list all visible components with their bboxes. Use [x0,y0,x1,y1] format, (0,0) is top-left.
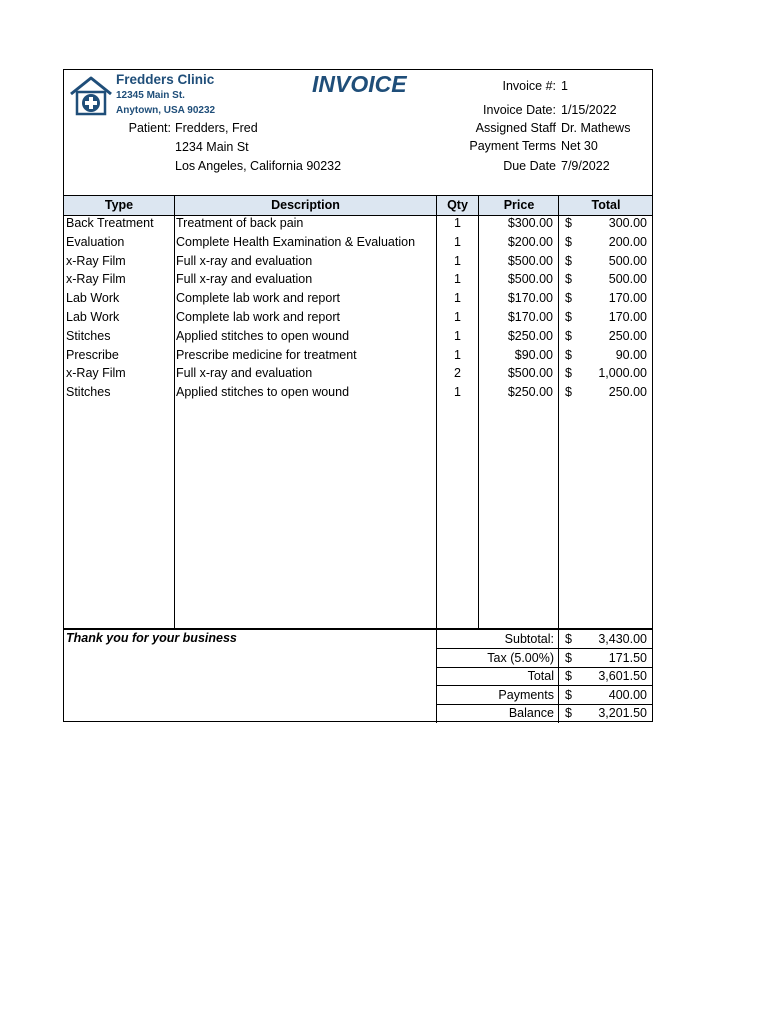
item-description: Applied stitches to open wound [176,385,350,400]
item-price: $500.00 [507,272,553,287]
table-row [64,270,652,289]
totals-label: Subtotal: [504,632,554,646]
table-row [64,308,652,327]
item-currency: $ [565,234,572,249]
invoice-title: INVOICE [312,71,407,97]
totals-row [437,630,652,649]
clinic-name: Fredders Clinic [116,72,215,87]
table-row [64,346,652,365]
item-total: 200.00 [608,234,647,249]
item-total: 250.00 [608,385,647,400]
item-description: Full x-ray and evaluation [176,366,313,381]
item-qty: 1 [454,291,461,306]
col-description: Description [271,198,340,212]
totals-label: Total [527,669,554,684]
item-type: Lab Work [66,310,120,324]
item-total: 90.00 [615,347,647,362]
item-total: 170.00 [608,291,647,306]
totals-currency: $ [565,650,572,665]
invoice-number-label: Invoice #: [502,79,556,93]
item-price: $250.00 [507,385,553,400]
totals-label: Tax (5.00%) [487,650,554,665]
totals-currency: $ [565,687,572,702]
assigned-staff-label: Assigned Staff [475,121,556,135]
item-qty: 1 [454,328,461,343]
item-type: Prescribe [66,347,119,362]
item-description: Complete Health Examination & Evaluation [176,234,416,249]
table-row [64,233,652,252]
totals-row [437,704,652,722]
col-price: Price [503,198,535,212]
totals-currency: $ [565,669,572,684]
item-currency: $ [565,328,572,343]
totals-value: 3,201.50 [598,706,647,721]
item-qty: 1 [454,385,461,400]
totals-value: 3,601.50 [598,669,647,684]
totals-row [437,667,652,686]
item-type: Evaluation [66,234,125,249]
item-currency: $ [565,216,572,230]
table-header [64,195,652,216]
invoice-number: 1 [561,79,568,93]
item-type: x-Ray Film [66,366,126,381]
item-total: 300.00 [608,216,647,230]
patient-address1: 1234 Main St [175,140,249,154]
patient-label: Patient: [128,121,171,135]
item-qty: 1 [454,253,461,268]
item-qty: 1 [454,272,461,287]
clinic-house-cross-icon [68,74,114,118]
item-description: Complete lab work and report [176,310,340,324]
item-description: Applied stitches to open wound [176,328,350,343]
item-description: Complete lab work and report [176,291,340,306]
item-currency: $ [565,291,572,306]
invoice-date: 1/15/2022 [561,103,617,117]
item-qty: 1 [454,216,461,230]
totals-value: 171.50 [608,650,647,665]
item-description: Full x-ray and evaluation [176,253,313,268]
item-qty: 1 [454,347,461,362]
item-price: $90.00 [514,347,553,362]
item-price: $500.00 [507,253,553,268]
totals-value: 400.00 [608,687,647,702]
item-price: $170.00 [507,310,553,324]
table-row [64,214,652,233]
totals-currency: $ [565,706,572,721]
totals-value: 3,430.00 [598,632,647,646]
item-total: 500.00 [608,253,647,268]
item-currency: $ [565,272,572,287]
item-description: Prescribe medicine for treatment [176,347,357,362]
item-total: 1,000.00 [598,366,647,381]
item-price: $170.00 [507,291,553,306]
due-date-label: Due Date [503,159,556,173]
item-type: x-Ray Film [66,272,126,287]
item-currency: $ [565,253,572,268]
item-type: x-Ray Film [66,253,126,268]
table-row [64,327,652,346]
item-currency: $ [565,310,572,324]
patient-address2: Los Angeles, California 90232 [175,159,342,173]
item-price: $500.00 [507,366,553,381]
item-total: 170.00 [608,310,647,324]
item-qty: 1 [454,234,461,249]
item-description: Treatment of back pain [176,216,304,230]
item-total: 500.00 [608,272,647,287]
item-price: $250.00 [507,328,553,343]
thank-you-note: Thank you for your business [66,631,237,645]
item-price: $200.00 [507,234,553,249]
item-currency: $ [565,347,572,362]
item-total: 250.00 [608,328,647,343]
invoice-sheet [63,69,653,722]
item-qty: 2 [454,366,461,381]
totals-row [437,686,652,705]
totals-label: Balance [508,706,554,721]
table-row [64,289,652,308]
clinic-address-line1: 12345 Main St. [116,90,185,101]
totals-row [437,649,652,668]
payment-terms-label: Payment Terms [469,139,556,153]
table-row [64,383,652,402]
table-row [64,364,652,383]
invoice-date-label: Invoice Date: [483,103,556,117]
item-description: Full x-ray and evaluation [176,272,313,287]
item-price: $300.00 [507,216,553,230]
item-currency: $ [565,385,572,400]
payment-terms: Net 30 [561,139,598,153]
totals-currency: $ [565,632,572,646]
table-row [64,252,652,271]
patient-name: Fredders, Fred [175,121,258,135]
assigned-staff: Dr. Mathews [561,121,631,135]
col-qty: Qty [447,198,468,212]
clinic-address-line2: Anytown, USA 90232 [116,105,216,116]
item-qty: 1 [454,310,461,324]
col-type: Type [104,198,134,212]
item-currency: $ [565,366,572,381]
col-total: Total [591,198,621,212]
due-date: 7/9/2022 [561,159,610,173]
item-type: Stitches [66,385,111,400]
item-type: Lab Work [66,291,120,306]
totals-label: Payments [498,687,554,702]
item-type: Stitches [66,328,111,343]
item-type: Back Treatment [66,216,154,230]
